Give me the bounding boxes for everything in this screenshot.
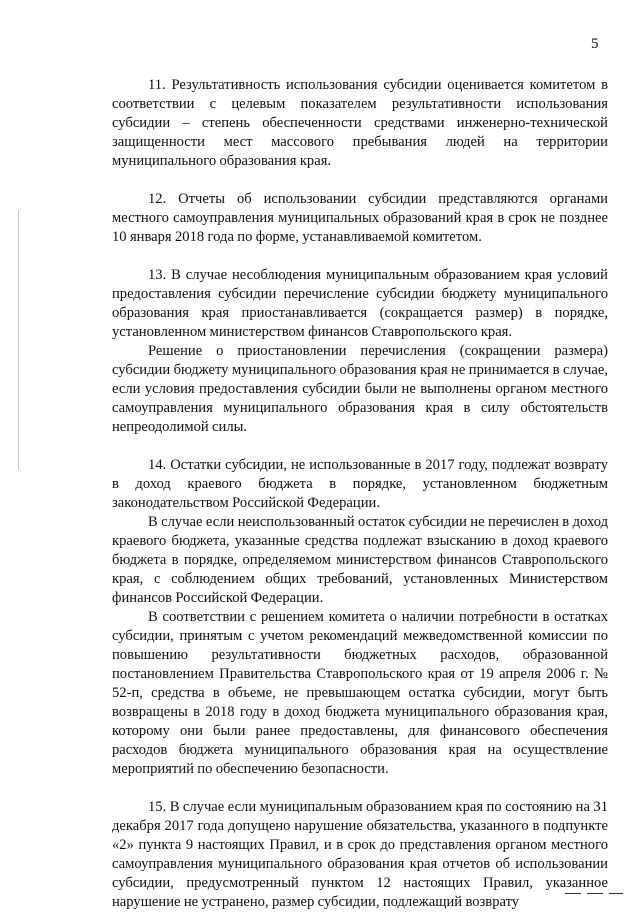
paragraph-14-committee-decision: В соответствии с решением комитета о наличии потребности в остатках субсидии, принятым с учетом рекомендаций межведомственной комиссии по повышению результативности бюджетных расходов, образованной постановлением Правительства Ставропольского края от 19 апреля 2006 г. № 52-п, средства в объеме, не превышающем остатка субсидии, могут быть возвращены в 2018 году в доход бюджета муниципального образования края, которому они были ранее предоставлены, для финансового обеспечения расходов бюджета муниципального образования края на осуществление мероприятий по обеспечению безопасности. <box>112 609 608 777</box>
footer-dash <box>565 893 581 894</box>
footer-dashes <box>565 893 625 895</box>
page-number: 5 <box>591 36 599 52</box>
paragraph-14: 14. Остатки субсидии, не использованные в 2017 году, подлежат возврату в доход краевого бюджета в порядке, установленном бюджетным законодательством Российской Федерации. <box>112 457 608 511</box>
paragraph-14-unused-balance: В случае если неиспользованный остаток субсидии не перечислен в доход краевого бюджета, указанные средства подлежат взысканию в доход краевого бюджета в порядке, определяемом министерством финансов Ставропольского края, с соблюдением общих требований, установленных Министерством финансов Российской Федерации. <box>112 514 608 606</box>
paragraph-12: 12. Отчеты об использовании субсидии представляются органами местного самоуправления муниципальных образований края в срок не позднее 10 января 2018 года по форме, устанавливаемой комитетом. <box>112 191 608 245</box>
footer-dash <box>609 893 623 894</box>
paragraph-11: 11. Результативность использования субсидии оценивается комитетом в соответствии с целевым показателем результативности использования субсидии – степень обеспеченности средствами инженерно-технической защищенности мест массового пребывания людей на территории муниципального образования края. <box>112 77 608 169</box>
paragraph-15: 15. В случае если муниципальным образованием края по состоянию на 31 декабря 2017 года допущено нарушение обязательства, указанного в подпункте «2» пункта 9 настоящих Правил, и в срок до представления органом местного самоуправления муниципального образования края отчетов об использовании субсидии, предусмотренный пунктом 12 настоящих Правил, указанное нарушение не устранено, размер субсидии, подлежащий возврату <box>112 799 608 910</box>
footer-dash <box>587 893 603 894</box>
paragraph-13-decision: Решение о приостановлении перечисления (сокращении размера) субсидии бюджету муниципального образования края не принимается в случае, если условия предоставления субсидии были не выполнены органом местного самоуправления муниципального образования края в силу обстоятельств непреодолимой силы. <box>112 343 608 435</box>
document-body <box>112 76 608 912</box>
paragraph-13: 13. В случае несоблюдения муниципальным образованием края условий предоставления субсидии перечисление субсидии бюджету муниципального образования края приостанавливается (сокращается размер) в порядке, установленном министерством финансов Ставропольского края. <box>112 267 608 340</box>
page-edge-shadow <box>18 210 19 470</box>
